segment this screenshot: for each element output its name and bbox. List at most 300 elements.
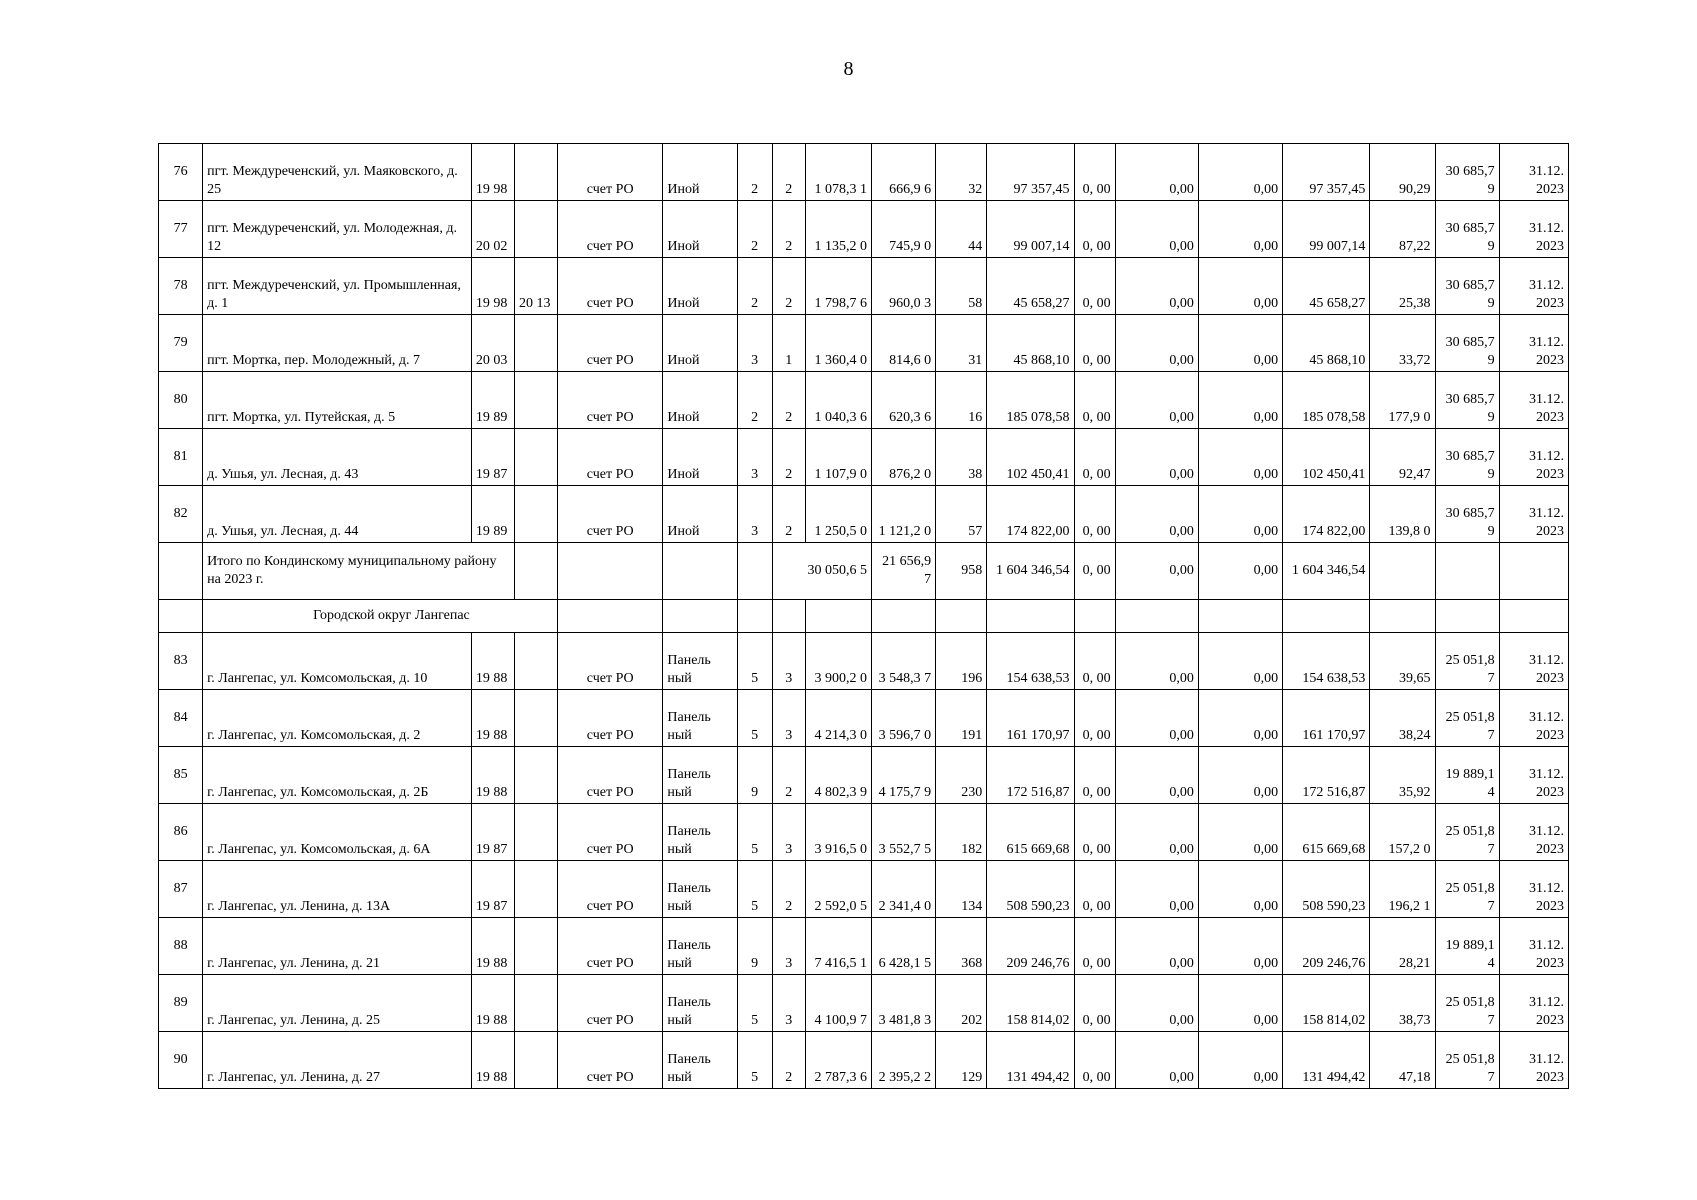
empty-cell <box>936 600 987 633</box>
cost-total-cell: 508 590,23 <box>987 861 1074 918</box>
entrances-cell: 2 <box>772 1032 805 1089</box>
total-area-cell: 1 078,3 1 <box>805 144 871 201</box>
empty-cell <box>1435 543 1499 600</box>
commission-year-cell: 19 88 <box>471 1032 514 1089</box>
municipal-budget-cell: 0,00 <box>1198 429 1282 486</box>
wall-material-cell: Иной <box>663 429 737 486</box>
table-row <box>159 315 1569 372</box>
unit-cost-cell: 47,18 <box>1370 1032 1435 1089</box>
limit-cost-cell: 25 051,8 7 <box>1435 633 1499 690</box>
wall-material-cell: Панель ный <box>663 690 737 747</box>
total-row <box>159 543 1569 600</box>
residential-area-cell: 2 395,2 2 <box>871 1032 935 1089</box>
cost-total-cell: 97 357,45 <box>987 144 1074 201</box>
deadline-cell: 31.12. 2023 <box>1499 315 1568 372</box>
funding-source-cell: счет РО <box>558 804 663 861</box>
municipal-budget-cell: 0,00 <box>1198 690 1282 747</box>
floors-cell: 2 <box>737 372 772 429</box>
owners-funds-cell: 172 516,87 <box>1283 747 1370 804</box>
section-header-row <box>159 600 1569 633</box>
municipal-budget-cell: 0,00 <box>1198 918 1282 975</box>
cost-total-cell: 172 516,87 <box>987 747 1074 804</box>
limit-cost-cell: 30 685,7 9 <box>1435 429 1499 486</box>
overhaul-year-cell <box>514 747 557 804</box>
residential-area-cell: 6 428,1 5 <box>871 918 935 975</box>
table-row <box>159 690 1569 747</box>
limit-cost-cell: 30 685,7 9 <box>1435 372 1499 429</box>
table-row <box>159 975 1569 1032</box>
residents-cell: 368 <box>936 918 987 975</box>
regional-budget-cell: 0,00 <box>1115 747 1198 804</box>
funding-source-cell: счет РО <box>558 975 663 1032</box>
address-cell: г. Лангепас, ул. Комсомольская, д. 6А <box>203 804 472 861</box>
entrances-cell: 2 <box>772 486 805 543</box>
wall-material-cell: Иной <box>663 144 737 201</box>
municipal-budget-cell: 0,00 <box>1198 372 1282 429</box>
owners-funds-cell: 154 638,53 <box>1283 633 1370 690</box>
cost-total-cell: 209 246,76 <box>987 918 1074 975</box>
commission-year-cell: 19 88 <box>471 747 514 804</box>
deadline-cell: 31.12. 2023 <box>1499 1032 1568 1089</box>
residents-cell: 191 <box>936 690 987 747</box>
fund-support-cell: 0, 00 <box>1074 372 1115 429</box>
wall-material-cell: Панель ный <box>663 975 737 1032</box>
funding-source-cell: счет РО <box>558 144 663 201</box>
deadline-cell: 31.12. 2023 <box>1499 804 1568 861</box>
limit-cost-cell: 25 051,8 7 <box>1435 861 1499 918</box>
residential-area-cell: 2 341,4 0 <box>871 861 935 918</box>
total-area-cell: 4 802,3 9 <box>805 747 871 804</box>
empty-cell <box>514 543 557 600</box>
unit-cost-cell: 38,73 <box>1370 975 1435 1032</box>
municipal-budget-cell: 0,00 <box>1198 486 1282 543</box>
overhaul-year-cell <box>514 690 557 747</box>
address-cell: пгт. Междуреченский, ул. Маяковского, д. 25 <box>203 144 472 201</box>
regional-budget-cell: 0,00 <box>1115 486 1198 543</box>
address-cell: г. Лангепас, ул. Комсомольская, д. 2 <box>203 690 472 747</box>
total-area-cell: 1 798,7 6 <box>805 258 871 315</box>
fund-support-cell: 0, 00 <box>1074 918 1115 975</box>
funding-source-cell: счет РО <box>558 633 663 690</box>
owners-funds-cell: 97 357,45 <box>1283 144 1370 201</box>
total-label: Итого по Кондинскому муниципальному району на 2023 г. <box>203 543 515 600</box>
unit-cost-cell: 92,47 <box>1370 429 1435 486</box>
wall-material-cell: Иной <box>663 258 737 315</box>
overhaul-year-cell <box>514 201 557 258</box>
fund-support-cell: 0, 00 <box>1074 201 1115 258</box>
cost-total-cell: 174 822,00 <box>987 486 1074 543</box>
owners-funds-cell: 102 450,41 <box>1283 429 1370 486</box>
empty-cell <box>663 600 737 633</box>
row-number: 84 <box>159 690 203 747</box>
address-cell: пгт. Мортка, пер. Молодежный, д. 7 <box>203 315 472 372</box>
unit-cost-cell: 87,22 <box>1370 201 1435 258</box>
residential-area-cell: 666,9 6 <box>871 144 935 201</box>
entrances-cell: 3 <box>772 633 805 690</box>
entrances-cell: 2 <box>772 258 805 315</box>
fund-support-cell: 0, 00 <box>1074 543 1115 600</box>
wall-material-cell: Панель ный <box>663 1032 737 1089</box>
fund-support-cell: 0, 00 <box>1074 690 1115 747</box>
funding-source-cell: счет РО <box>558 1032 663 1089</box>
municipal-budget-cell: 0,00 <box>1198 543 1282 600</box>
row-number: 78 <box>159 258 203 315</box>
deadline-cell: 31.12. 2023 <box>1499 747 1568 804</box>
limit-cost-cell: 25 051,8 7 <box>1435 1032 1499 1089</box>
wall-material-cell: Панель ный <box>663 804 737 861</box>
total-area-cell: 4 214,3 0 <box>805 690 871 747</box>
empty-cell <box>805 600 871 633</box>
funding-source-cell: счет РО <box>558 201 663 258</box>
table-row <box>159 201 1569 258</box>
limit-cost-cell: 19 889,1 4 <box>1435 918 1499 975</box>
deadline-cell: 31.12. 2023 <box>1499 372 1568 429</box>
residential-area-cell: 3 548,3 7 <box>871 633 935 690</box>
residential-area-cell: 960,0 3 <box>871 258 935 315</box>
residential-area-cell: 814,6 0 <box>871 315 935 372</box>
commission-year-cell: 19 87 <box>471 804 514 861</box>
floors-cell: 5 <box>737 1032 772 1089</box>
empty-cell <box>1198 600 1282 633</box>
table-row <box>159 747 1569 804</box>
row-number: 82 <box>159 486 203 543</box>
municipal-budget-cell: 0,00 <box>1198 975 1282 1032</box>
deadline-cell: 31.12. 2023 <box>1499 429 1568 486</box>
overhaul-year-cell <box>514 372 557 429</box>
deadline-cell: 31.12. 2023 <box>1499 258 1568 315</box>
wall-material-cell: Иной <box>663 372 737 429</box>
entrances-cell: 2 <box>772 747 805 804</box>
floors-cell: 5 <box>737 690 772 747</box>
cost-total-cell: 161 170,97 <box>987 690 1074 747</box>
regional-budget-cell: 0,00 <box>1115 804 1198 861</box>
owners-funds-cell: 158 814,02 <box>1283 975 1370 1032</box>
empty-cell <box>1435 600 1499 633</box>
entrances-cell: 2 <box>772 372 805 429</box>
cost-total-cell: 158 814,02 <box>987 975 1074 1032</box>
overhaul-year-cell <box>514 429 557 486</box>
limit-cost-cell: 30 685,7 9 <box>1435 144 1499 201</box>
total-area-cell: 1 040,3 6 <box>805 372 871 429</box>
deadline-cell: 31.12. 2023 <box>1499 975 1568 1032</box>
cost-total-cell: 154 638,53 <box>987 633 1074 690</box>
residents-cell: 202 <box>936 975 987 1032</box>
total-area-cell: 3 916,5 0 <box>805 804 871 861</box>
housing-register-table <box>158 143 1569 1089</box>
fund-support-cell: 0, 00 <box>1074 861 1115 918</box>
floors-cell: 3 <box>737 315 772 372</box>
regional-budget-cell: 0,00 <box>1115 861 1198 918</box>
address-cell: пгт. Междуреченский, ул. Молодежная, д. 12 <box>203 201 472 258</box>
funding-source-cell: счет РО <box>558 258 663 315</box>
wall-material-cell: Иной <box>663 315 737 372</box>
wall-material-cell: Панель ный <box>663 861 737 918</box>
owners-funds-cell: 615 669,68 <box>1283 804 1370 861</box>
deadline-cell: 31.12. 2023 <box>1499 861 1568 918</box>
row-number: 89 <box>159 975 203 1032</box>
fund-support-cell: 0, 00 <box>1074 975 1115 1032</box>
floors-cell: 3 <box>737 486 772 543</box>
deadline-cell: 31.12. 2023 <box>1499 201 1568 258</box>
funding-source-cell: счет РО <box>558 690 663 747</box>
commission-year-cell: 19 88 <box>471 918 514 975</box>
address-cell: г. Лангепас, ул. Ленина, д. 13А <box>203 861 472 918</box>
unit-cost-cell: 38,24 <box>1370 690 1435 747</box>
empty-cell <box>987 600 1074 633</box>
regional-budget-cell: 0,00 <box>1115 975 1198 1032</box>
wall-material-cell: Панель ный <box>663 747 737 804</box>
unit-cost-cell: 33,72 <box>1370 315 1435 372</box>
unit-cost-cell: 90,29 <box>1370 144 1435 201</box>
limit-cost-cell: 19 889,1 4 <box>1435 747 1499 804</box>
floors-cell: 2 <box>737 201 772 258</box>
row-number: 80 <box>159 372 203 429</box>
residents-cell: 129 <box>936 1032 987 1089</box>
cost-total-cell: 45 658,27 <box>987 258 1074 315</box>
cost-total-cell: 615 669,68 <box>987 804 1074 861</box>
commission-year-cell: 20 02 <box>471 201 514 258</box>
municipal-budget-cell: 0,00 <box>1198 315 1282 372</box>
cost-total-cell: 131 494,42 <box>987 1032 1074 1089</box>
residents-cell: 31 <box>936 315 987 372</box>
overhaul-year-cell <box>514 975 557 1032</box>
commission-year-cell: 19 87 <box>471 429 514 486</box>
floors-cell: 3 <box>737 429 772 486</box>
address-cell: д. Ушья, ул. Лесная, д. 43 <box>203 429 472 486</box>
fund-support-cell: 0, 00 <box>1074 804 1115 861</box>
commission-year-cell: 20 03 <box>471 315 514 372</box>
owners-funds-cell: 185 078,58 <box>1283 372 1370 429</box>
residential-area-cell: 620,3 6 <box>871 372 935 429</box>
residents-cell: 230 <box>936 747 987 804</box>
section-title: Городской округ Лангепас <box>203 600 558 633</box>
empty-cell <box>1074 600 1115 633</box>
row-number: 83 <box>159 633 203 690</box>
unit-cost-cell: 157,2 0 <box>1370 804 1435 861</box>
funding-source-cell: счет РО <box>558 372 663 429</box>
unit-cost-cell: 28,21 <box>1370 918 1435 975</box>
table-row <box>159 486 1569 543</box>
cost-total-cell: 1 604 346,54 <box>987 543 1074 600</box>
unit-cost-cell: 39,65 <box>1370 633 1435 690</box>
unit-cost-cell: 196,2 1 <box>1370 861 1435 918</box>
municipal-budget-cell: 0,00 <box>1198 144 1282 201</box>
row-number: 90 <box>159 1032 203 1089</box>
commission-year-cell: 19 88 <box>471 690 514 747</box>
fund-support-cell: 0, 00 <box>1074 258 1115 315</box>
residents-cell: 38 <box>936 429 987 486</box>
table-row <box>159 258 1569 315</box>
address-cell: г. Лангепас, ул. Ленина, д. 27 <box>203 1032 472 1089</box>
funding-source-cell: счет РО <box>558 429 663 486</box>
entrances-cell: 2 <box>772 201 805 258</box>
funding-source-cell: счет РО <box>558 861 663 918</box>
municipal-budget-cell: 0,00 <box>1198 258 1282 315</box>
table-row <box>159 861 1569 918</box>
regional-budget-cell: 0,00 <box>1115 201 1198 258</box>
page-number: 8 <box>843 58 854 80</box>
total-area-cell: 3 900,2 0 <box>805 633 871 690</box>
floors-cell: 2 <box>737 258 772 315</box>
owners-funds-cell: 99 007,14 <box>1283 201 1370 258</box>
residents-cell: 182 <box>936 804 987 861</box>
owners-funds-cell: 209 246,76 <box>1283 918 1370 975</box>
overhaul-year-cell <box>514 1032 557 1089</box>
municipal-budget-cell: 0,00 <box>1198 633 1282 690</box>
empty-cell <box>663 543 737 600</box>
address-cell: г. Лангепас, ул. Комсомольская, д. 10 <box>203 633 472 690</box>
empty-cell <box>1283 600 1370 633</box>
regional-budget-cell: 0,00 <box>1115 315 1198 372</box>
deadline-cell: 31.12. 2023 <box>1499 144 1568 201</box>
limit-cost-cell: 30 685,7 9 <box>1435 201 1499 258</box>
row-number: 88 <box>159 918 203 975</box>
municipal-budget-cell: 0,00 <box>1198 747 1282 804</box>
deadline-cell: 31.12. 2023 <box>1499 633 1568 690</box>
overhaul-year-cell <box>514 861 557 918</box>
municipal-budget-cell: 0,00 <box>1198 804 1282 861</box>
municipal-budget-cell: 0,00 <box>1198 201 1282 258</box>
floors-cell: 5 <box>737 804 772 861</box>
empty-cell <box>1370 600 1435 633</box>
table-row <box>159 633 1569 690</box>
cost-total-cell: 99 007,14 <box>987 201 1074 258</box>
limit-cost-cell: 30 685,7 9 <box>1435 486 1499 543</box>
row-number: 76 <box>159 144 203 201</box>
commission-year-cell: 19 89 <box>471 372 514 429</box>
row-number: 86 <box>159 804 203 861</box>
empty-cell <box>737 543 772 600</box>
entrances-cell: 3 <box>772 690 805 747</box>
owners-funds-cell: 161 170,97 <box>1283 690 1370 747</box>
total-area-cell: 1 107,9 0 <box>805 429 871 486</box>
commission-year-cell: 19 89 <box>471 486 514 543</box>
commission-year-cell: 19 98 <box>471 144 514 201</box>
regional-budget-cell: 0,00 <box>1115 144 1198 201</box>
regional-budget-cell: 0,00 <box>1115 690 1198 747</box>
row-number: 87 <box>159 861 203 918</box>
overhaul-year-cell <box>514 486 557 543</box>
commission-year-cell: 19 88 <box>471 633 514 690</box>
overhaul-year-cell: 20 13 <box>514 258 557 315</box>
residents-cell: 958 <box>936 543 987 600</box>
floors-cell: 2 <box>737 144 772 201</box>
owners-funds-cell: 45 658,27 <box>1283 258 1370 315</box>
residential-area-cell: 3 481,8 3 <box>871 975 935 1032</box>
overhaul-year-cell <box>514 918 557 975</box>
entrances-cell: 2 <box>772 429 805 486</box>
unit-cost-cell: 139,8 0 <box>1370 486 1435 543</box>
total-area-cell: 7 416,5 1 <box>805 918 871 975</box>
total-area-cell: 2 592,0 5 <box>805 861 871 918</box>
row-number: 81 <box>159 429 203 486</box>
table-row <box>159 918 1569 975</box>
total-area-cell: 1 135,2 0 <box>805 201 871 258</box>
floors-cell: 9 <box>737 747 772 804</box>
funding-source-cell: счет РО <box>558 747 663 804</box>
regional-budget-cell: 0,00 <box>1115 429 1198 486</box>
residential-area-cell: 1 121,2 0 <box>871 486 935 543</box>
residential-area-cell: 745,9 0 <box>871 201 935 258</box>
section-number-cell <box>159 600 203 633</box>
row-number: 85 <box>159 747 203 804</box>
empty-cell <box>1499 600 1568 633</box>
limit-cost-cell: 25 051,8 7 <box>1435 804 1499 861</box>
unit-cost-cell: 35,92 <box>1370 747 1435 804</box>
empty-cell <box>1115 600 1198 633</box>
residents-cell: 32 <box>936 144 987 201</box>
regional-budget-cell: 0,00 <box>1115 1032 1198 1089</box>
address-cell: д. Ушья, ул. Лесная, д. 44 <box>203 486 472 543</box>
owners-funds-cell: 1 604 346,54 <box>1283 543 1370 600</box>
address-cell: пгт. Мортка, ул. Путейская, д. 5 <box>203 372 472 429</box>
floors-cell: 5 <box>737 861 772 918</box>
residential-area-cell: 876,2 0 <box>871 429 935 486</box>
unit-cost-cell: 177,9 0 <box>1370 372 1435 429</box>
residents-cell: 16 <box>936 372 987 429</box>
entrances-cell: 3 <box>772 918 805 975</box>
address-cell: пгт. Междуреченский, ул. Промышленная, д. 1 <box>203 258 472 315</box>
wall-material-cell: Панель ный <box>663 918 737 975</box>
deadline-cell: 31.12. 2023 <box>1499 486 1568 543</box>
fund-support-cell: 0, 00 <box>1074 633 1115 690</box>
total-area-cell: 30 050,6 5 <box>772 543 871 600</box>
overhaul-year-cell <box>514 315 557 372</box>
empty-cell <box>159 543 203 600</box>
table-row <box>159 144 1569 201</box>
entrances-cell: 1 <box>772 315 805 372</box>
residents-cell: 44 <box>936 201 987 258</box>
fund-support-cell: 0, 00 <box>1074 144 1115 201</box>
fund-support-cell: 0, 00 <box>1074 1032 1115 1089</box>
empty-cell <box>558 600 663 633</box>
empty-cell <box>871 600 935 633</box>
total-area-cell: 1 250,5 0 <box>805 486 871 543</box>
fund-support-cell: 0, 00 <box>1074 315 1115 372</box>
wall-material-cell: Иной <box>663 486 737 543</box>
table-body <box>159 144 1569 1089</box>
entrances-cell: 3 <box>772 804 805 861</box>
owners-funds-cell: 45 868,10 <box>1283 315 1370 372</box>
floors-cell: 5 <box>737 975 772 1032</box>
row-number: 77 <box>159 201 203 258</box>
cost-total-cell: 45 868,10 <box>987 315 1074 372</box>
floors-cell: 5 <box>737 633 772 690</box>
table-row <box>159 372 1569 429</box>
cost-total-cell: 102 450,41 <box>987 429 1074 486</box>
limit-cost-cell: 25 051,8 7 <box>1435 690 1499 747</box>
limit-cost-cell: 30 685,7 9 <box>1435 315 1499 372</box>
funding-source-cell: счет РО <box>558 315 663 372</box>
table-row <box>159 804 1569 861</box>
owners-funds-cell: 174 822,00 <box>1283 486 1370 543</box>
address-cell: г. Лангепас, ул. Ленина, д. 21 <box>203 918 472 975</box>
address-cell: г. Лангепас, ул. Комсомольская, д. 2Б <box>203 747 472 804</box>
empty-cell <box>1499 543 1568 600</box>
empty-cell <box>772 600 805 633</box>
municipal-budget-cell: 0,00 <box>1198 861 1282 918</box>
regional-budget-cell: 0,00 <box>1115 372 1198 429</box>
residential-area-cell: 3 596,7 0 <box>871 690 935 747</box>
deadline-cell: 31.12. 2023 <box>1499 690 1568 747</box>
limit-cost-cell: 30 685,7 9 <box>1435 258 1499 315</box>
commission-year-cell: 19 98 <box>471 258 514 315</box>
residents-cell: 57 <box>936 486 987 543</box>
residential-area-cell: 4 175,7 9 <box>871 747 935 804</box>
funding-source-cell: счет РО <box>558 486 663 543</box>
commission-year-cell: 19 87 <box>471 861 514 918</box>
table-row <box>159 429 1569 486</box>
